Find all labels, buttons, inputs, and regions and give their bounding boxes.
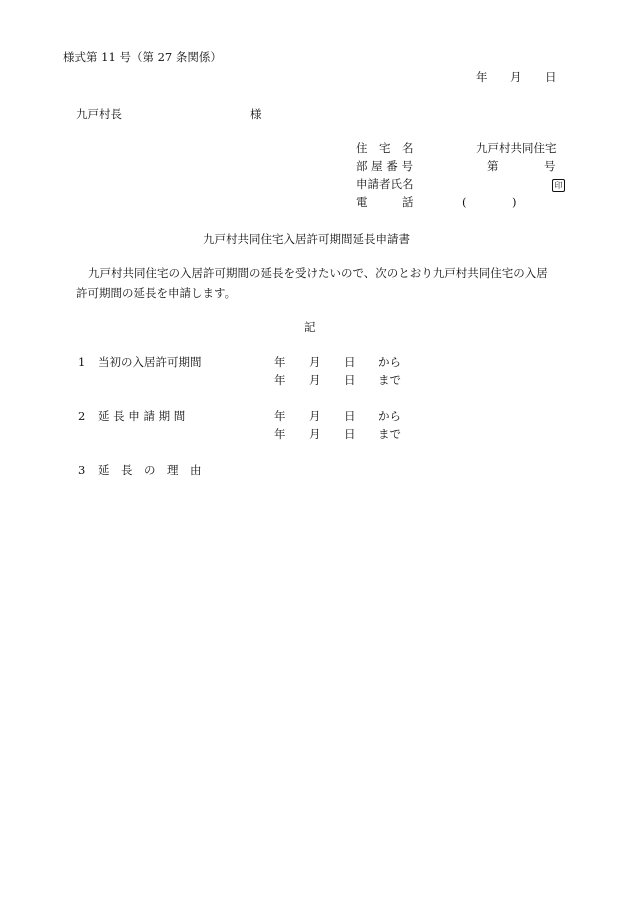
item-2-row-1-day: 日: [344, 409, 356, 423]
item-1-row-2-year: 年: [274, 373, 286, 387]
item-1-row-2-day: 日: [344, 373, 356, 387]
phone-close-paren: ): [512, 195, 517, 209]
item-2-row-2-day: 日: [344, 427, 356, 441]
housing-name-value: 九戸村共同住宅: [476, 141, 557, 155]
item-1-number: 1: [78, 355, 86, 369]
body-text-line-1: 九戸村共同住宅の入居許可期間の延長を受けたいので、次のとおり九戸村共同住宅の入居: [88, 266, 548, 280]
item-2-row-1-suffix: から: [378, 409, 401, 423]
seal-stamp-icon: 印: [552, 179, 565, 192]
housing-name-label: 住 宅 名: [356, 141, 414, 155]
item-3-number: 3: [78, 463, 86, 477]
item-2-row-1-year: 年: [274, 409, 286, 423]
date-year-label: 年: [476, 70, 488, 84]
item-1-row-2-month: 月: [309, 373, 321, 387]
room-number-prefix: 第: [487, 159, 499, 173]
item-2-row-2-year: 年: [274, 427, 286, 441]
date-day-label: 日: [545, 70, 557, 84]
item-3-label: 延 長 の 理 由: [98, 463, 202, 477]
item-2-number: 2: [78, 409, 86, 423]
item-1-row-1-month: 月: [309, 355, 321, 369]
phone-label: 電 話: [356, 195, 414, 209]
ki-heading: 記: [304, 320, 316, 334]
date-month-label: 月: [510, 70, 522, 84]
applicant-name-label: 申請者氏名: [356, 177, 414, 191]
room-number-suffix: 号: [544, 159, 556, 173]
item-1-row-1-year: 年: [274, 355, 286, 369]
item-1-row-1-suffix: から: [378, 355, 401, 369]
seal-mark: [552, 177, 565, 192]
body-text-line-2: 許可期間の延長を申請します。: [76, 286, 237, 300]
addressee-name: 九戸村長: [76, 107, 122, 121]
phone-open-paren: (: [462, 195, 467, 209]
form-number: 様式第 11 号（第 27 条関係）: [63, 50, 222, 64]
item-2-row-2-month: 月: [309, 427, 321, 441]
item-2-row-1-month: 月: [309, 409, 321, 423]
item-1-label: 当初の入居許可期間: [98, 355, 202, 369]
document-title: 九戸村共同住宅入居許可期間延長申請書: [203, 232, 410, 246]
item-2-row-2-suffix: まで: [378, 427, 401, 441]
item-1-row-1-day: 日: [344, 355, 356, 369]
addressee-honorific: 様: [250, 107, 262, 121]
item-2-label: 延 長 申 請 期 間: [98, 409, 186, 423]
item-1-row-2-suffix: まで: [378, 373, 401, 387]
room-number-label: 部 屋 番 号: [356, 159, 413, 173]
